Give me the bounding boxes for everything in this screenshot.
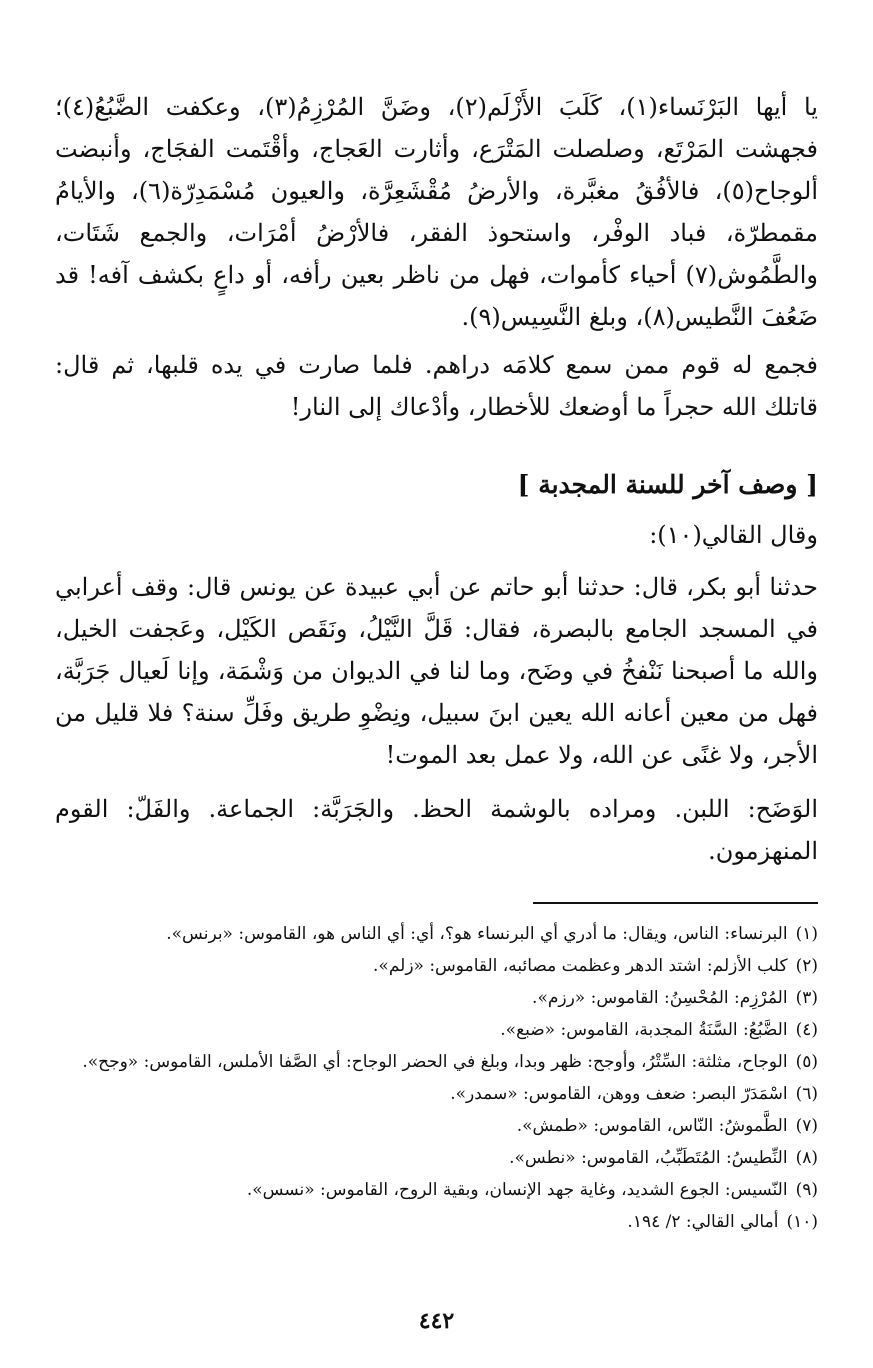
footnote-number: (٧) — [795, 1116, 818, 1136]
footnote-item — [55, 1110, 818, 1142]
footnote-item — [55, 1014, 818, 1046]
footnote-text: الضَّبُعُ: السَّنَةُ المجدبة، القاموس: «ضبع». — [500, 1020, 788, 1040]
paragraph-response: فجمع له قوم ممن سمع كلامَه دراهم. فلما صارت في يده قلبها، ثم قال: قاتلك الله حجراً ما أوضعك للأخطار، وأدْعاك إلى النار! — [55, 351, 818, 421]
page-number: ٤٤٢ — [418, 1308, 455, 1334]
footnote-number: (٣) — [795, 988, 818, 1008]
footnote-text: النّسيس: الجوع الشديد، وغاية جهد الإنسان، وبقية الروح، القاموس: «نسس». — [246, 1180, 788, 1200]
footnote-item — [55, 1206, 818, 1238]
paragraph-speech: يا أيها البَرْنَساء(١)، كَلَبَ الأَزْلَم(٢)، وضَنَّ المُرْزِمُ(٣)، وعكفت الضَّبُعُ(٤)؛ فجهشت المَرْتَع، وصلصلت المَتْرَع، وأثارت العَجاج، وأقْتَمت الفجَاج، وأنبضت ألوجاح(٥)، فالأفُقُ مغبَّرة، والأرضُ مُقْشَعِرَّة، والعيون مُسْمَدِرّة(٦)، والأيامُ مقمطرّة، فباد الوفْر، واستحوذ الفقر، فالأرْضُ أمْرَات، والجمع شَتَات، والطَّمُوش(٧) أحياء كأموات، فهل من ناظر بعين رأفه، أو داعٍ بكشف آفه! قد ضَعُفَ النَّطيس(٨)، وبلغ النَّسِيس(٩). — [55, 93, 818, 331]
footnote-text: الوجاح، مثلثة: السِّتْرُ، وأوجح: ظهر وبدا، وبلغ في الحضر الوجاح: أي الصَّفا الأملس، القاموس: «وجح». — [82, 1052, 788, 1072]
footnotes-list — [55, 918, 818, 1238]
paragraph-narration: حدثنا أبو بكر، قال: حدثنا أبو حاتم عن أبي عبيدة عن يونس قال: وقف أعرابي في المسجد الجامع بالبصرة، فقال: قَلَّ النَّيْلُ، ونَقَص الكَيْل، وعَجفت الخيل، والله ما أصبحنا نَنْفخُ في وضَح، وما لنا في الديوان من وَشْمَة، وإنا لَعيال جَرَبَّة، فهل من معين أعانه الله يعين ابنَ سبيل، ونِضْوِ طريق وفَلِّ سنة؟ فلا قليل من الأجر، ولا غنًى عن الله، ولا عمل بعد الموت! — [55, 573, 818, 769]
footnote-text: أمالي القالي: ٢/ ١٩٤. — [627, 1212, 779, 1232]
footnote-text: البرنساء: الناس، ويقال: ما أدري أي البرنساء هو؟، أي: أي الناس هو، القاموس: «برنس». — [166, 924, 788, 944]
paragraph-glossary: الوَضَح: اللبن. ومراده بالوشمة الحظ. والجَرَبَّة: الجماعة. والفَلّ: القوم المنهزمون. — [55, 795, 818, 865]
footnote-item — [55, 1046, 818, 1078]
footnote-item — [55, 1078, 818, 1110]
footnote-number: (٩) — [795, 1180, 818, 1200]
footnote-text: النِّطيسُ: المُتَطَبِّبُ، القاموس: «نطس». — [509, 1148, 788, 1168]
footnote-text: اسْمَدَرّ البصر: ضعف ووهن، القاموس: «سمدر». — [450, 1084, 788, 1104]
footnote-number: (٥) — [795, 1052, 818, 1072]
footnote-item — [55, 1142, 818, 1174]
footnote-text: المُرْزِم: المُحْسِنُ: القاموس: «رزم». — [532, 988, 788, 1008]
footnote-text: كلب الأزلم: اشتد الدهر وعظمت مصائبه، القاموس: «زلم». — [373, 956, 788, 976]
footnote-item — [55, 950, 818, 982]
section-heading: [ وصف آخر للسنة المجدبة ] — [517, 470, 818, 499]
footnote-number: (١) — [795, 924, 818, 944]
footnote-text: الطَّموشُ: النّاس، القاموس: «طمش». — [516, 1116, 788, 1136]
footnote-divider — [533, 902, 818, 904]
footnote-number: (٨) — [795, 1148, 818, 1168]
footnote-item — [55, 1174, 818, 1206]
footnote-item — [55, 982, 818, 1014]
footnote-number: (٢) — [795, 956, 818, 976]
footnote-number: (٦) — [795, 1084, 818, 1104]
footnote-number: (٤) — [795, 1020, 818, 1040]
footnote-number: (١٠) — [786, 1212, 818, 1232]
paragraph-attribution: وقال القالي(١٠): — [649, 521, 818, 549]
footnote-item — [55, 918, 818, 950]
